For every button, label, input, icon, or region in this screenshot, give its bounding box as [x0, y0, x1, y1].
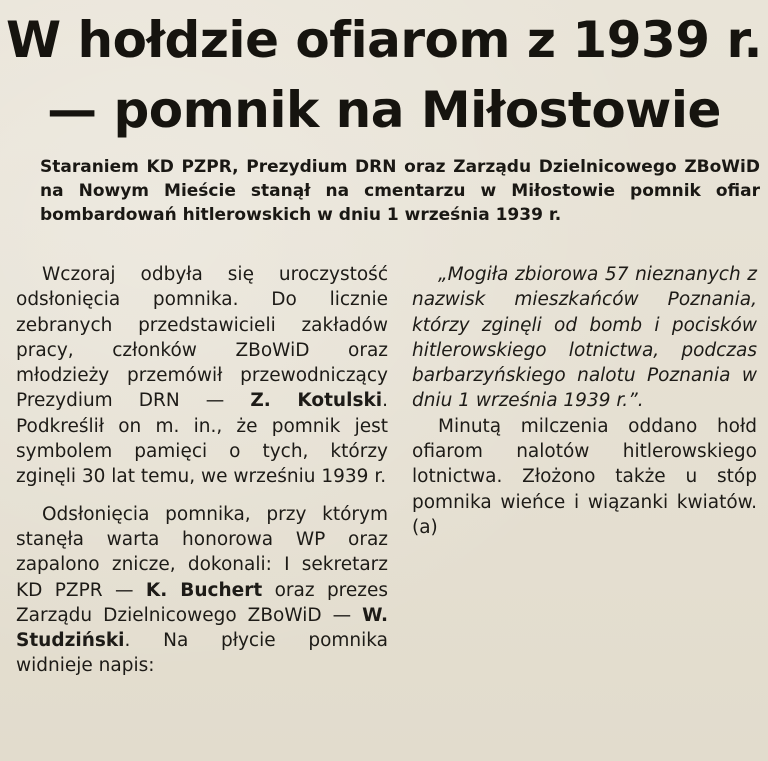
headline-line-1: W hołdzie ofiarom z 1939 r.: [5, 11, 762, 69]
body-paragraph-1: [16, 262, 388, 490]
name-kotulski: Z. Kotulski: [250, 390, 383, 412]
name-buchert: K. Buchert: [145, 579, 263, 601]
lead-text: Staraniem KD PZPR, Prezydium DRN oraz Zarządu Dzielnicowego ZBoWiD na Nowym Mieście stanął na cmentarzu w Miłostowie pomnik ofiar bombardowań hitlerowskich w dniu 1 września 1939 r.: [40, 157, 760, 225]
p2-text-b: oraz prezes Zarządu Dzielnicowego ZBoWiD —: [16, 579, 388, 626]
right-column: [412, 262, 757, 540]
body-paragraph-2: [16, 502, 388, 679]
headline-line-2: — pomnik na Miłostowie: [47, 81, 721, 139]
inscription-quote: „Mogiła zbiorowa 57 nieznanych z nazwisk mieszkańców Poznania, którzy zginęli od bomb i pocisków hitlerowskiego lotnictwa, podczas barbarzyńskiego nalotu Poznania w dniu 1 września 1939 r.”.: [412, 264, 757, 412]
p2-text-a: Odsłonięcia pomnika, przy którym stanęła warta honorowa WP oraz zapalono znicze, dokonali: I sekretarz KD PZPR —: [16, 503, 388, 601]
left-column: [16, 262, 388, 679]
p1-text-a: Wczoraj odbyła się uroczystość odsłonięcia pomnika. Do licznie zebranych przedstawicieli zakładów pracy, członków ZBoWiD oraz młodzieży przemówił przewodniczący Prezydium DRN —: [16, 264, 388, 412]
p2-text-c: . Na płycie pomnika widnieje napis:: [16, 630, 388, 677]
p1-text-b: . Podkreślił on m. in., że pomnik jest symbolem pamięci o tych, którzy zginęli 30 lat temu, we wrześniu 1939 r.: [16, 390, 388, 488]
name-studzinski: W. Studziński: [16, 604, 388, 652]
lead-paragraph: [40, 155, 760, 227]
paragraph-gap: [16, 490, 388, 502]
body-paragraph-3: Minutą milczenia oddano hołd ofiarom nalotów hitlerowskiego lotnictwa. Złożono także u stóp pomnika wieńce i wiązanki kwiatów. (a): [412, 415, 757, 538]
